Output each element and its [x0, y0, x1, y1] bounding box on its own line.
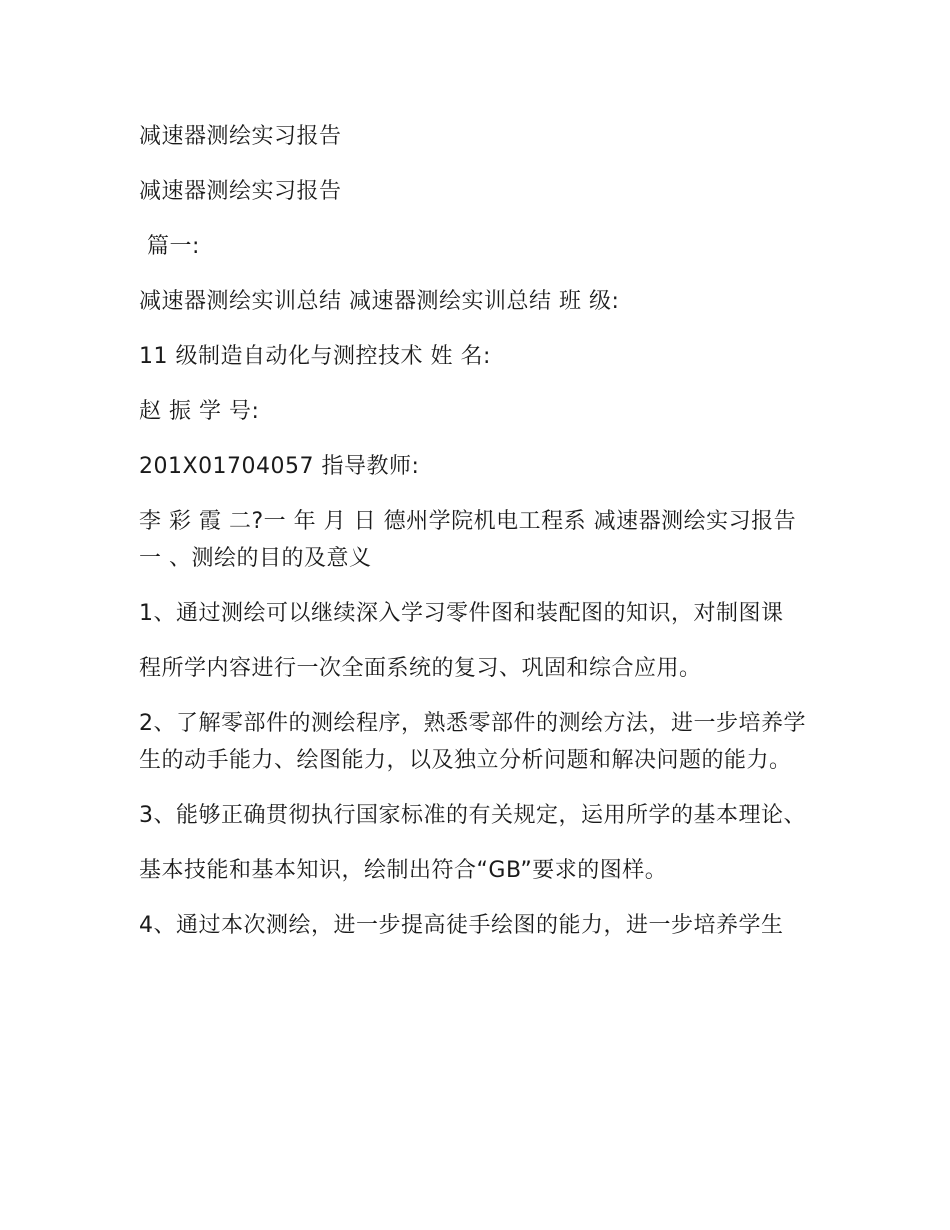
document-title: 减速器测绘实习报告	[139, 124, 342, 149]
paragraph: 程所学内容进行一次全面系统的复习、巩固和综合应用。	[139, 656, 702, 681]
paragraph: 11 级制造自动化与测控技术 姓 名:	[139, 344, 491, 369]
paragraph: 4、通过本次测绘，进一步提高徒手绘图的能力，进一步培养学生	[139, 913, 784, 938]
document-subtitle: 减速器测绘实习报告	[139, 179, 342, 204]
paragraph: 李 彩 霞 二?一 年 月 日 德州学院机电工程系 减速器测绘实习报告 一 、测绘的目的及意义	[139, 509, 797, 571]
document-body	[139, 118, 819, 962]
paragraph: 3、能够正确贯彻执行国家标准的有关规定，运用所学的基本理论、	[139, 803, 806, 828]
paragraph: 201X01704057 指导教师:	[139, 454, 420, 479]
section-label: 篇一:	[147, 234, 200, 259]
paragraph: 1、通过测绘可以继续深入学习零件图和装配图的知识，对制图课	[139, 601, 784, 626]
paragraph: 减速器测绘实训总结 减速器测绘实训总结 班 级:	[139, 289, 620, 314]
paragraph: 赵 振 学 号:	[139, 399, 260, 424]
paragraph: 基本技能和基本知识，绘制出符合“GB”要求的图样。	[139, 858, 668, 883]
paragraph: 2、了解零部件的测绘程序，熟悉零部件的测绘方法，进一步培养学生的动手能力、绘图能力，以及独立分析问题和解决问题的能力。	[139, 711, 806, 773]
